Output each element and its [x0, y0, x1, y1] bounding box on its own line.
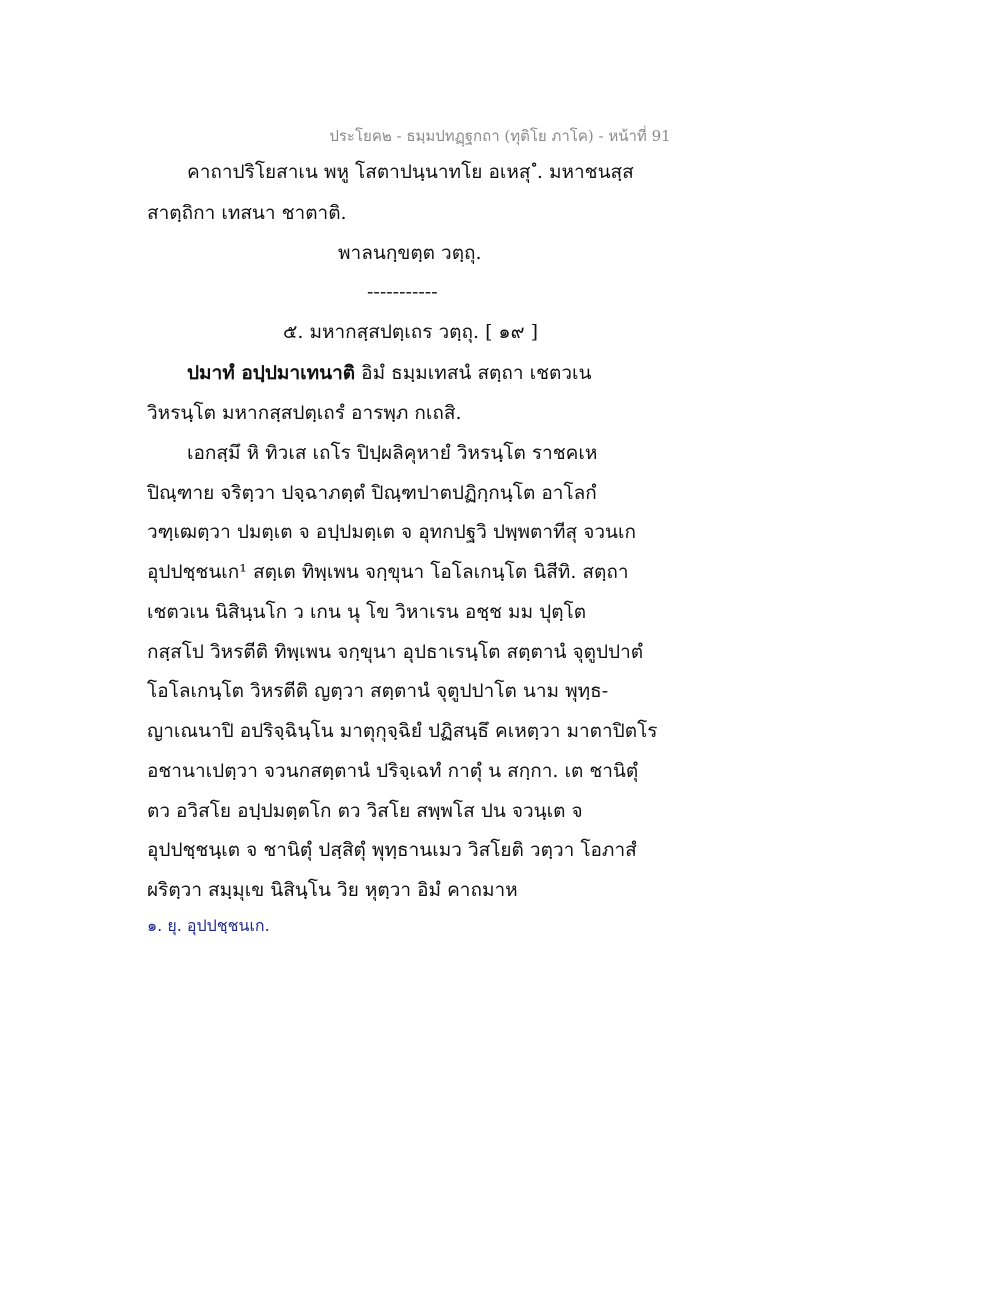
- paragraph-1-line-1: คาถาปริโยสาเน พหู โสตาปนฺนาทโย อเหสุ ํ. มหาชนสฺส: [187, 161, 634, 183]
- verse-lead: ปมาทํ อปฺปมาเทนาติ: [187, 362, 356, 384]
- paragraph-3-line: ตว อวิสโย อปฺปมตฺตโก ตว วิสโย สพฺพโส ปน จวนฺเต จ: [147, 800, 583, 822]
- page-header: ประโยค๒ - ธมฺมปทฏฺฐกถา (ทุติโย ภาโค) - หน้าที่ 91: [329, 127, 671, 145]
- paragraph-2-line-1-rest: อิมํ ธมฺมเทสนํ สตฺถา เชตวเน: [355, 362, 592, 384]
- story-end-title: พาลนกฺขตฺต วตฺถุ.: [338, 242, 482, 264]
- paragraph-1-line-2: สาตฺถิกา เทสนา ชาตาติ.: [147, 202, 347, 224]
- paragraph-3-line: อชานาเปตฺวา จวนกสตฺตานํ ปริจฺเฉทํ กาตุํ น สกฺกา. เต ชานิตุํ: [147, 760, 639, 782]
- paragraph-3-line: ผริตฺวา สมฺมุเข นิสินฺโน วิย หุตฺวา อิมํ คาถมาห: [147, 879, 518, 901]
- paragraph-3-line: อุปปชฺชนฺเต จ ชานิตุํ ปสฺสิตุํ พุทฺธานเมว วิสโยติ วตฺวา โอภาสํ: [147, 839, 637, 861]
- paragraph-3-line: วฑฺเฒตฺวา ปมตฺเต จ อปฺปมตฺเต จ อุทกปฐวิ ปพฺพตาทีสุ จวนเก: [147, 521, 636, 543]
- paragraph-2-line-2: วิหรนฺโต มหากสฺสปตฺเถรํ อารพฺภ กเถสิ.: [147, 402, 462, 424]
- paragraph-3-line: ปิณฺฑาย จริตฺวา ปจฺฉาภตฺตํ ปิณฺฑปาตปฏิกฺกนฺโต อาโลกํ: [147, 482, 597, 504]
- separator-line: -----------: [367, 281, 438, 303]
- paragraph-3-line: กสฺสโป วิหรตีติ ทิพฺเพน จกฺขุนา อุปธาเรนฺโต สตฺตานํ จุตูปปาตํ: [147, 641, 644, 663]
- paragraph-3-line: เชตวเน นิสินฺนโก ว เกน นุ โข วิหาเรน อชฺช มม ปุตฺโต: [147, 601, 587, 623]
- paragraph-3-line: โอโลเกนฺโต วิหรตีติ ญตฺวา สตฺตานํ จุตูปปาโต นาม พุทฺธ-: [147, 680, 609, 702]
- section-title: ๕. มหากสฺสปตฺเถร วตฺถุ. [ ๑๙ ]: [283, 321, 538, 343]
- paragraph-2-line-1: [187, 361, 591, 385]
- paragraph-3-line: ญาเณนาปิ อปริจฺฉินฺโน มาตุกุจฺฉิยํ ปฏิสนฺธึ คเหตฺวา มาตาปิตโร: [147, 720, 658, 742]
- paragraph-3-line: เอกสฺมึ หิ ทิวเส เถโร ปิปฺผลิคุหายํ วิหรนฺโต ราชคเห: [187, 442, 598, 464]
- paragraph-3-line: อุปปชฺชนเก¹ สตฺเต ทิพฺเพน จกฺขุนา โอโลเกนฺโต นิสีทิ. สตฺถา: [147, 561, 629, 583]
- footnote: ๑. ยุ. อุปปชฺชนเก.: [147, 916, 270, 935]
